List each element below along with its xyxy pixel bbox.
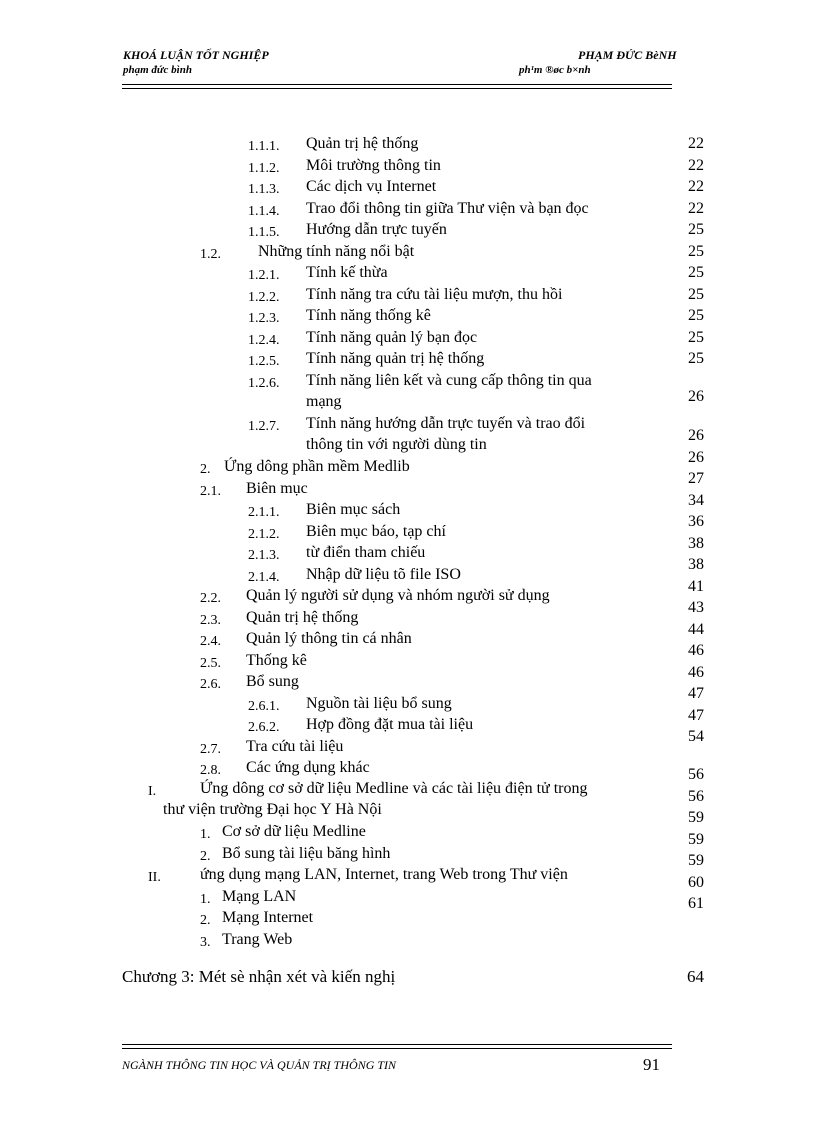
toc-entry-title-continued: thư viện trường Đại học Y Hà Nội (163, 801, 382, 818)
toc-entry-title: Nhập dữ liệu tõ file ISO (306, 566, 461, 583)
toc-entry-number: 3. (200, 935, 211, 950)
toc-entry-title: Trang Web (222, 931, 293, 948)
toc-entry-number: 1.2.5. (248, 354, 280, 369)
toc-entry-page: 38 (688, 535, 704, 552)
toc-entry-number: 2. (200, 849, 211, 864)
toc-entry-title: Tra cứu tài liệu (246, 738, 344, 755)
toc-entry-number: 1.1.2. (248, 161, 280, 176)
footer-rule (122, 1044, 672, 1049)
toc-entry-number: I. (148, 784, 157, 799)
toc-entry-number: 1.1.3. (248, 182, 280, 197)
toc-entry-title-continued: mạng (306, 393, 342, 410)
toc-entry-page: 25 (688, 286, 704, 303)
toc-entry-page: 22 (688, 200, 704, 217)
toc-entry-number: 2.1.4. (248, 570, 280, 585)
toc-entry-number: 1.2. (200, 247, 221, 262)
toc-entry-number: 2.1.2. (248, 527, 280, 542)
toc-entry-title: ứng dụng mạng LAN, Internet, trang Web trong Thư viện (200, 866, 568, 883)
toc-entry-number: 1.1.1. (248, 139, 280, 154)
toc-entry-title: Ứng dông phần mềm Medlib (224, 458, 410, 475)
header-subtitle-left: phạm đức bình (123, 64, 192, 76)
toc-entry-page: 41 (688, 578, 704, 595)
toc-entry-number: 2.3. (200, 613, 221, 628)
toc-entry-title: Tính năng liên kết và cung cấp thông tin qua (306, 372, 592, 389)
chapter-3-title: Chương 3: Mét sè nhận xét và kiến nghị (122, 967, 396, 986)
toc-entry-title: Các ứng dụng khác (246, 759, 370, 776)
toc-entry-page: 22 (688, 135, 704, 152)
toc-entry-title: Biên mục báo, tạp chí (306, 523, 446, 540)
toc-entry-title: Tính năng quản lý bạn đọc (306, 329, 478, 346)
toc-entry-title: Tính năng quản trị hệ thống (306, 350, 485, 367)
toc-entry-page: 26 (688, 427, 704, 444)
toc-entry-title: Quản trị hệ thống (246, 609, 359, 626)
toc-entry-page: 54 (688, 728, 704, 745)
toc-entry-page: 22 (688, 178, 704, 195)
toc-entry-title: từ điển tham chiếu (306, 544, 426, 561)
toc-entry-page: 25 (688, 307, 704, 324)
toc-entry-number: 1.1.4. (248, 204, 280, 219)
toc-entry-page: 61 (688, 895, 704, 912)
toc-entry-title: Mạng LAN (222, 888, 297, 905)
toc-entry-number: 1.2.3. (248, 311, 280, 326)
toc-entry-title: Bổ sung tài liệu băng hình (222, 845, 391, 862)
toc-entry-number: 2.1.3. (248, 548, 280, 563)
toc-entry-number: 2.8. (200, 763, 221, 778)
toc-entry-number: 2.6. (200, 677, 221, 692)
toc-entry-title: Ứng dông cơ sở dữ liệu Medline và các tài liệu điện tử trong (200, 780, 588, 797)
toc-entry-number: 1.2.1. (248, 268, 280, 283)
toc-entry-title: Biên mục sách (306, 501, 401, 518)
toc-entry-number: 1. (200, 827, 211, 842)
toc-entry-number: 2.7. (200, 742, 221, 757)
toc-entry-page: 27 (688, 470, 704, 487)
toc-entry-number: 1.2.4. (248, 333, 280, 348)
toc-entry-title: Thống kê (246, 652, 307, 669)
toc-entry-title: Quản lý người sử dụng và nhóm người sử dụng (246, 587, 550, 604)
toc-entry-page: 25 (688, 329, 704, 346)
toc-entry-page: 46 (688, 642, 704, 659)
toc-entry-number: 1.2.6. (248, 376, 280, 391)
chapter-3-page: 64 (687, 967, 704, 986)
toc-entry-title: Quản lý thông tin cá nhân (246, 630, 412, 647)
toc-entry-number: 2.6.2. (248, 720, 280, 735)
toc-entry-page: 56 (688, 788, 704, 805)
toc-entry-number: II. (148, 870, 161, 885)
toc-entry-page: 22 (688, 157, 704, 174)
toc-entry-number: 2.5. (200, 656, 221, 671)
toc-entry-title: Trao đổi thông tin giữa Thư viện và bạn đọc (306, 200, 589, 217)
toc-entry-number: 2.1. (200, 484, 221, 499)
toc-entry-page: 47 (688, 707, 704, 724)
toc-entry-page: 44 (688, 621, 704, 638)
toc-entry-page: 43 (688, 599, 704, 616)
toc-entry-page: 46 (688, 664, 704, 681)
toc-entry-title: Môi trường thông tin (306, 157, 441, 174)
header-title-right: PHẠM ĐỨC BèNH (578, 48, 677, 62)
toc-entry-title: Tính năng hướng dẫn trực tuyến và trao đổi (306, 415, 586, 432)
toc-entry-number: 2. (200, 913, 211, 928)
toc-entry-page: 26 (688, 449, 704, 466)
toc-entry-page: 25 (688, 221, 704, 238)
toc-entry-title: Các dịch vụ Internet (306, 178, 437, 195)
toc-entry-page: 38 (688, 556, 704, 573)
toc-entry-page: 25 (688, 264, 704, 281)
toc-entry-number: 2.6.1. (248, 699, 280, 714)
toc-entry-page: 60 (688, 874, 704, 891)
toc-entry-page: 34 (688, 492, 704, 509)
toc-entry-title: Cơ sở dữ liệu Medline (222, 823, 366, 840)
toc-entry-page: 59 (688, 809, 704, 826)
toc-entry-title-continued: thông tin với người dùng tin (306, 436, 487, 453)
page-number: 91 (643, 1055, 660, 1074)
toc-entry-title: Tính năng tra cứu tài liệu mượn, thu hồi (306, 286, 563, 303)
toc-entry-page: 47 (688, 685, 704, 702)
toc-entry-page: 25 (688, 243, 704, 260)
toc-entry-number: 2.1.1. (248, 505, 280, 520)
toc-entry-title: Biên mục (246, 480, 308, 497)
toc-entry-title: Bổ sung (246, 673, 299, 690)
toc-entry-page: 36 (688, 513, 704, 530)
toc-entry-number: 1. (200, 892, 211, 907)
toc-entry-page: 59 (688, 852, 704, 869)
footer-text: NGÀNH THÔNG TIN HỌC VÀ QUẢN TRỊ THÔNG TIN (122, 1058, 397, 1072)
toc-entry-title: Tính kế thừa (306, 264, 388, 281)
toc-entry-title: Những tính năng nổi bật (258, 243, 415, 260)
toc-entry-title: Mạng Internet (222, 909, 314, 926)
toc-entry-title: Hợp đồng đặt mua tài liệu (306, 716, 474, 733)
toc-entry-number: 1.1.5. (248, 225, 280, 240)
toc-entry-page: 25 (688, 350, 704, 367)
toc-entry-number: 2. (200, 462, 211, 477)
toc-entry-number: 1.2.7. (248, 419, 280, 434)
toc-entry-number: 2.2. (200, 591, 221, 606)
toc-entry-title: Hướng dẫn trực tuyến (306, 221, 447, 238)
header-subtitle-right: ph¹m ®øc b×nh (519, 64, 591, 76)
toc-entry-title: Tính năng thống kê (306, 307, 431, 324)
toc-entry-number: 1.2.2. (248, 290, 280, 305)
toc-entry-title: Quản trị hệ thống (306, 135, 419, 152)
toc-entry-page: 56 (688, 766, 704, 783)
header-title-left: KHOÁ LUẬN TỐT NGHIỆP (123, 48, 269, 62)
toc-entry-number: 2.4. (200, 634, 221, 649)
toc-entry-title: Nguồn tài liệu bổ sung (306, 695, 452, 712)
toc-entry-page: 59 (688, 831, 704, 848)
toc-entry-page: 26 (688, 388, 704, 405)
